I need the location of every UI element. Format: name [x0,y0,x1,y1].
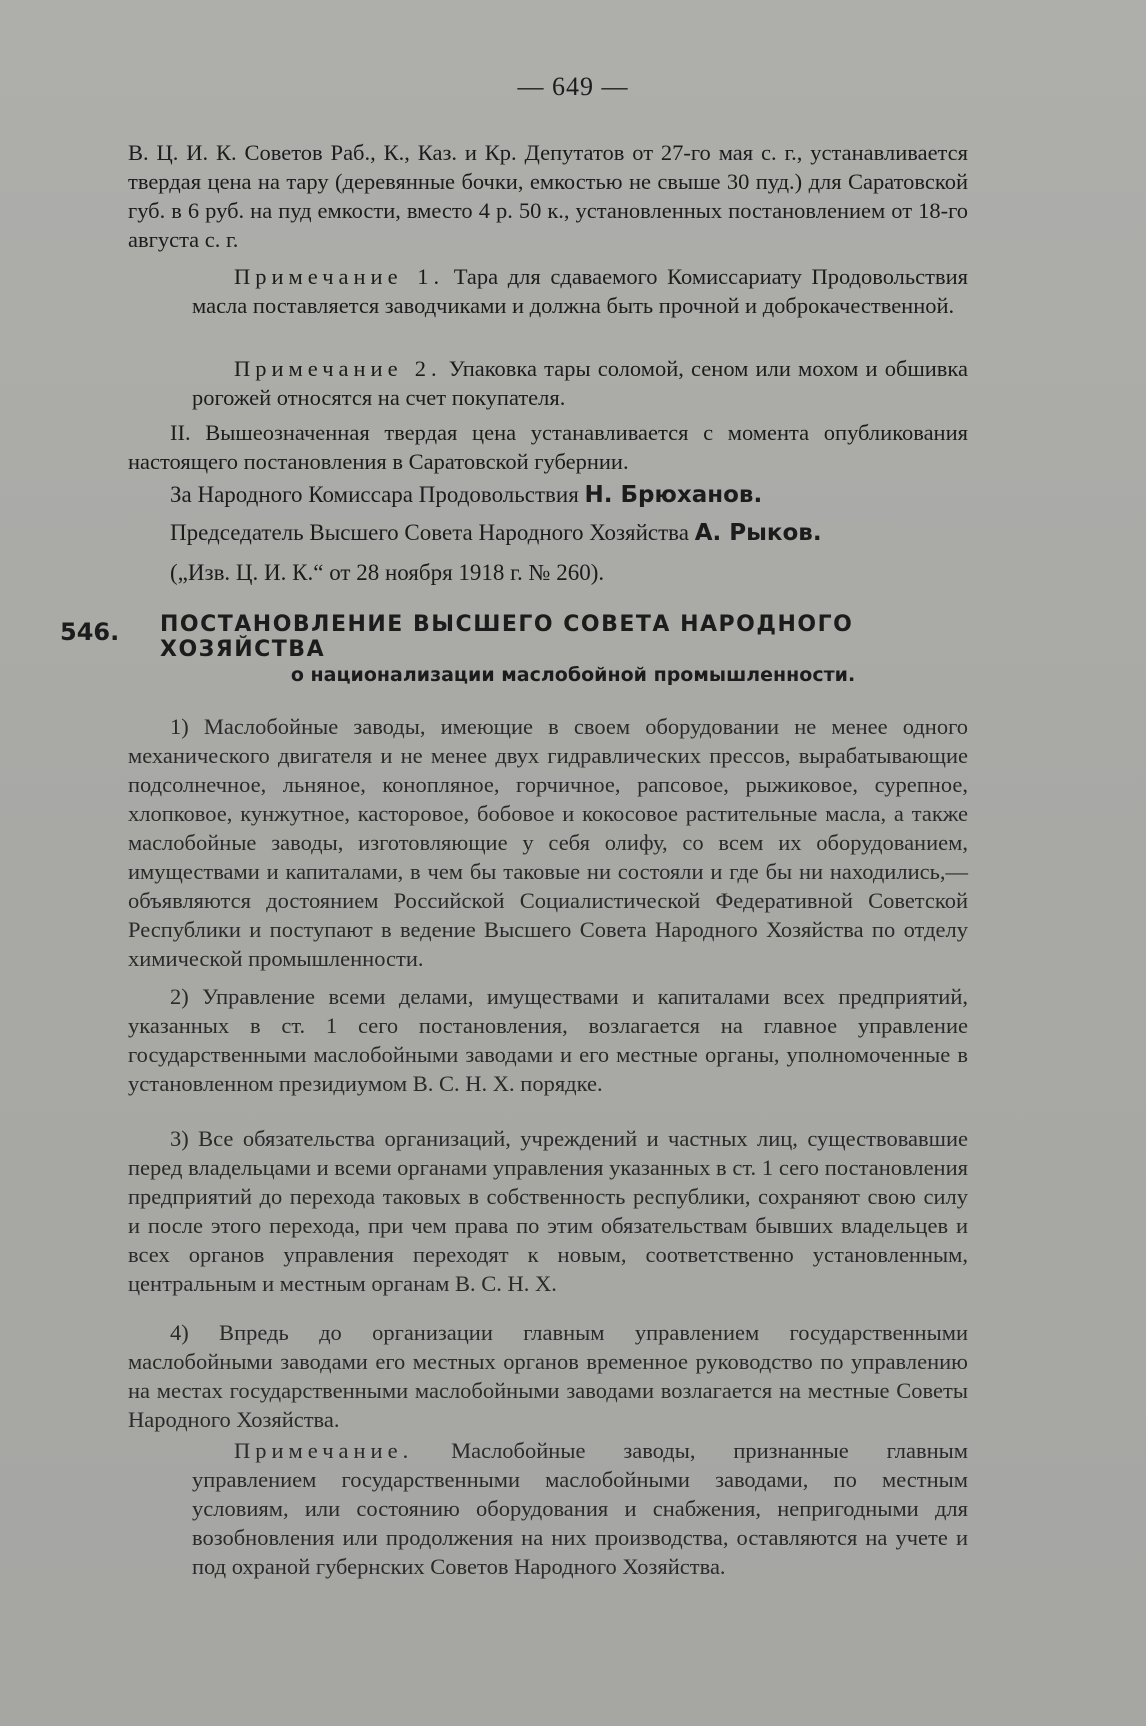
intro-section [128,138,968,254]
document-subtitle: о национализации маслобойной промышленности. [290,664,856,686]
clause-3 [128,1124,968,1298]
note-1 [128,262,968,320]
document-number: 546. [60,618,120,646]
note-3-label: Примечание. [234,1438,414,1463]
source-citation [128,558,968,587]
clause-2-text: 2) Управление всеми делами, имуществами и капиталами всех предприятий, указанных в ст. 1 сего постановления, возлагается на главное управление государственными маслобойными заводами и его местные органы, уполномоченные в установленном президиумом В. С. Н. Х. порядке. [128,984,968,1096]
note-2-text: Упаковка тары соломой, сеном или мохом и обшивка рогожей относятся на счет покупателя. [192,356,969,410]
source-text: („Изв. Ц. И. К.“ от 28 ноября 1918 г. № 260). [170,560,605,585]
clause-1 [128,712,968,973]
intro-paragraph: В. Ц. И. К. Советов Раб., К., Каз. и Кр. Депутатов от 27-го мая с. г., устанавливается твердая цена на тару (деревянные бочки, емкостью не свыше 30 пуд.) для Саратовской губ. в 6 руб. на пуд емкости, вместо 4 р. 50 к., установленных постановлением от 18-го августа с. г. [128,140,968,252]
signature-1 [128,480,968,510]
note-3-text: Маслобойные заводы, признанные главным управлением государственными маслобойными заводами, по местным условиям, или состоянию оборудования и снабжения, непригодными для возобновления или продолжения на них производства, оставляются на учете и под охраной губернских Советов Народного Хозяйства. [192,1438,968,1579]
signature-1-name: Н. Брюханов. [584,482,763,508]
clause-4-text: 4) Впредь до организации главным управлением государственными маслобойными заводами его местных органов временное руководство по управлению на местах государственными маслобойными заводами возлагается на местные Советы Народного Хозяйства. [128,1320,968,1432]
clause-1-text: 1) Маслобойные заводы, имеющие в своем оборудовании не менее одного механического двигателя и не менее двух гидравлических прессов, вырабатывающие подсолнечное, льняное, конопляное, горчичное, рапсовое, рыжиковое, сурепное, хлопковое, кунжутное, касторовое, бобовое и кокосовое растительные масла, а также маслобойные заводы, изготовляющие у себя олифу, со всем их оборудованием, имуществами и капиталами, в чем бы таковые ни состояли и где бы ни находились,—объявляются достоянием Российской Социалистической Федеративной Советской Республики и поступают в ведение Высшего Совета Народного Хозяйства по отделу химической промышленности. [128,714,968,971]
clause-3-text: 3) Все обязательства организаций, учреждений и частных лиц, существовавшие перед владельцами и всеми органами управления указанных в ст. 1 сего постановления предприятий до перехода таковых в собственность республики, сохраняют свою силу и после этого перехода, при чем права по этим обязательствам бывших владельцев и всех органов управления переходят к новым, соответственно установленным, центральным и местным органам В. С. Н. Х. [128,1126,968,1296]
note-1-label: Примечание 1. [234,264,445,289]
document-title: ПОСТАНОВЛЕНИЕ ВЫСШЕГО СОВЕТА НАРОДНОГО ХОЗЯЙСТВА [160,612,854,662]
note-2-label: Примечание 2. [234,356,442,381]
note-1-text: Тара для сдаваемого Комиссариату Продовольствия масла поставляется заводчиками и должна быть прочной и доброкачественной. [192,264,968,318]
signature-1-text: За Народного Комиссара Продовольствия [170,482,579,507]
note-2 [128,354,968,412]
section-2 [128,418,968,476]
signature-2-text: Председатель Высшего Совета Народного Хозяйства [170,520,689,545]
clause-2 [128,982,968,1098]
section-2-text: II. Вышеозначенная твердая цена устанавливается с момента опубликования настоящего постановления в Саратовской губернии. [128,420,968,474]
signature-2-name: А. Рыков. [694,520,822,546]
page-number: — 649 — [517,72,629,101]
signature-2 [128,518,968,548]
clause-4 [128,1318,968,1434]
note-3 [128,1436,968,1581]
